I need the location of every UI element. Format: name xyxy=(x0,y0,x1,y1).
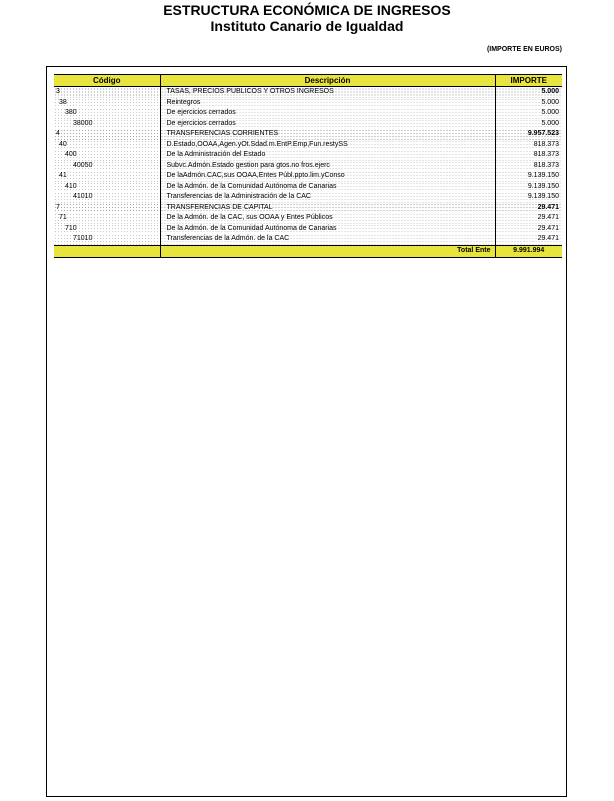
row-description: De la Admón. de la Comunidad Autónoma de Canarias xyxy=(160,182,495,193)
row-amount: 818.373 xyxy=(495,150,562,161)
row-amount: 5.000 xyxy=(495,119,562,130)
total-amount: 9.991.994 xyxy=(495,245,562,257)
row-amount: 5.000 xyxy=(495,98,562,109)
table-row xyxy=(54,150,562,161)
row-code: 7 xyxy=(54,203,160,214)
row-description: De ejercicios cerrados xyxy=(160,108,495,119)
table-row xyxy=(54,87,562,98)
row-description: TASAS, PRECIOS PUBLICOS Y OTROS INGRESOS xyxy=(160,87,495,98)
column-header-descripcion: Descripción xyxy=(160,75,495,87)
column-header-codigo: Código xyxy=(54,75,160,87)
unit-note: (IMPORTE EN EUROS) xyxy=(486,46,562,53)
row-code: 71010 xyxy=(54,234,160,245)
row-code: 38000 xyxy=(54,119,160,130)
row-code: 380 xyxy=(54,108,160,119)
row-code: 40 xyxy=(54,140,160,151)
row-description: Subvc.Admón.Estado gestion para gtos.no fros.ejerc xyxy=(160,161,495,172)
total-code-cell xyxy=(54,245,160,257)
row-amount: 9.139.150 xyxy=(495,171,562,182)
row-code: 41010 xyxy=(54,192,160,203)
row-amount: 29.471 xyxy=(495,224,562,235)
row-description: D.Estado,OOAA,Agen.yOt.Sdad.m.EntP.Emp,Fun.restySS xyxy=(160,140,495,151)
row-amount: 818.373 xyxy=(495,161,562,172)
table-row xyxy=(54,161,562,172)
row-amount: 5.000 xyxy=(495,108,562,119)
column-header-importe: IMPORTE xyxy=(495,75,562,87)
row-code: 400 xyxy=(54,150,160,161)
row-amount: 29.471 xyxy=(495,234,562,245)
row-description: TRANSFERENCIAS CORRIENTES xyxy=(160,129,495,140)
row-amount: 818.373 xyxy=(495,140,562,151)
table-row xyxy=(54,119,562,130)
row-description: Reintegros xyxy=(160,98,495,109)
row-description: Transferencias de la Administración de la CAC xyxy=(160,192,495,203)
row-description: De la Admón. de la CAC, sus OOAA y Entes Públicos xyxy=(160,213,495,224)
row-amount: 29.471 xyxy=(495,213,562,224)
row-code: 41 xyxy=(54,171,160,182)
table-header-row xyxy=(54,75,562,87)
table-row xyxy=(54,213,562,224)
row-code: 38 xyxy=(54,98,160,109)
table-row xyxy=(54,182,562,193)
total-row xyxy=(54,245,562,257)
row-description: De laAdmón.CAC,sus OOAA,Entes Públ.ppto.lim.yConso xyxy=(160,171,495,182)
income-table xyxy=(54,74,562,258)
table-row xyxy=(54,224,562,235)
row-code: 4 xyxy=(54,129,160,140)
row-description: De ejercicios cerrados xyxy=(160,119,495,130)
report-title: ESTRUCTURA ECONÓMICA DE INGRESOS xyxy=(163,2,451,18)
table-row xyxy=(54,192,562,203)
row-description: TRANSFERENCIAS DE CAPITAL xyxy=(160,203,495,214)
total-label: Total Ente xyxy=(160,245,495,257)
report-subtitle: Instituto Canario de Igualdad xyxy=(210,18,404,34)
row-code: 710 xyxy=(54,224,160,235)
row-amount: 9.139.150 xyxy=(495,182,562,193)
row-code: 71 xyxy=(54,213,160,224)
table-row xyxy=(54,108,562,119)
row-amount: 9.957.523 xyxy=(495,129,562,140)
table-row xyxy=(54,171,562,182)
row-amount: 29.471 xyxy=(495,203,562,214)
row-description: De la Administración del Estado xyxy=(160,150,495,161)
table-row xyxy=(54,234,562,245)
table-row xyxy=(54,203,562,214)
row-description: Transferencias de la Admón. de la CAC xyxy=(160,234,495,245)
table-body xyxy=(54,87,562,246)
table-row xyxy=(54,140,562,151)
table-row xyxy=(54,98,562,109)
row-code: 3 xyxy=(54,87,160,98)
row-description: De la Admón. de la Comunidad Autónoma de Canarias xyxy=(160,224,495,235)
table-row xyxy=(54,129,562,140)
row-amount: 9.139.150 xyxy=(495,192,562,203)
row-code: 410 xyxy=(54,182,160,193)
row-amount: 5.000 xyxy=(495,87,562,98)
row-code: 40050 xyxy=(54,161,160,172)
